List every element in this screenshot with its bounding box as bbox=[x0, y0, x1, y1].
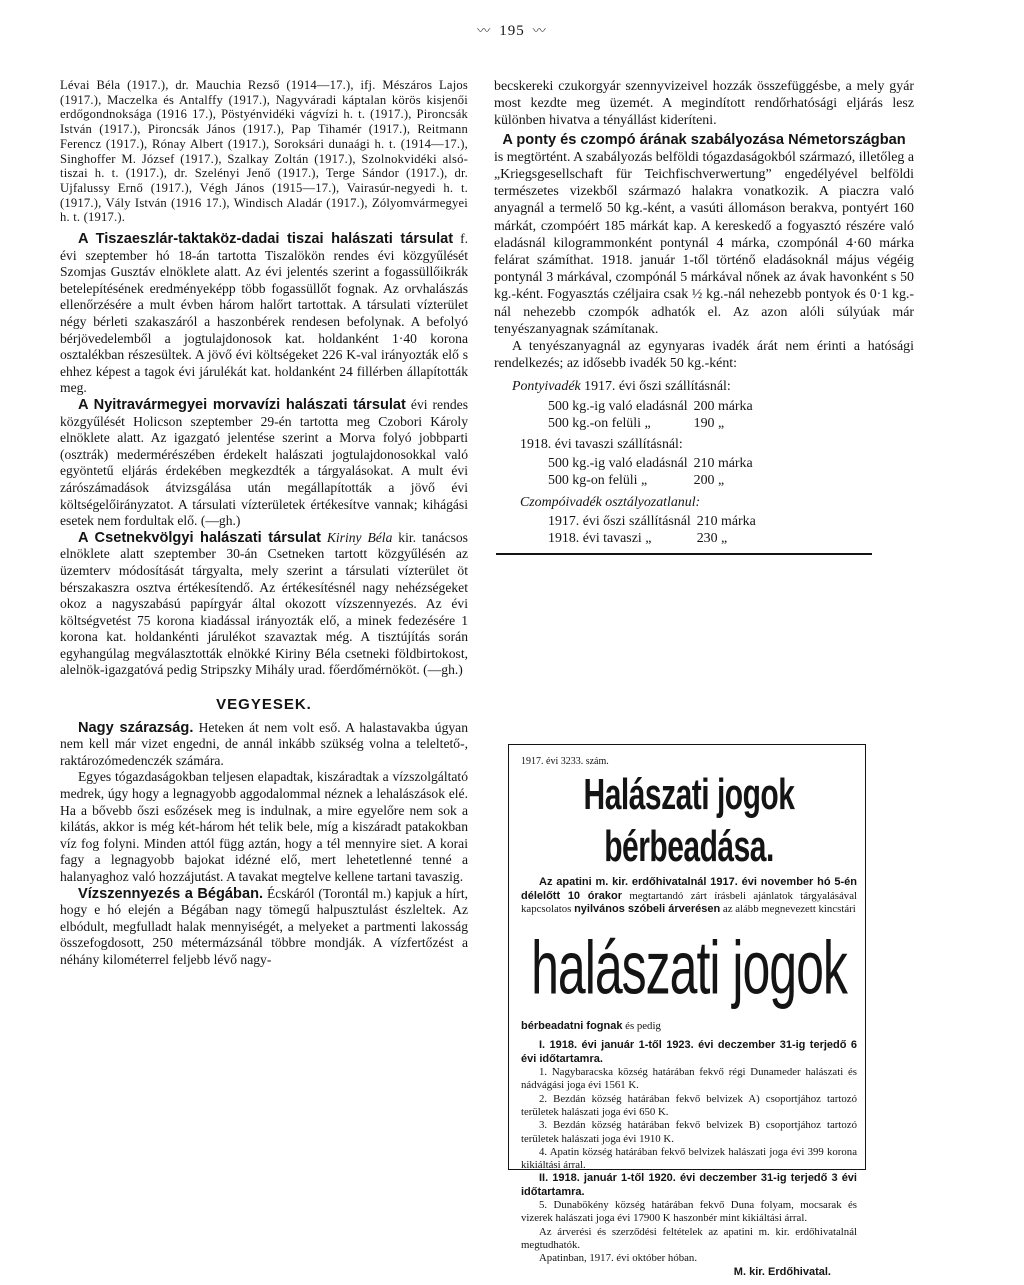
section-title: A Tiszaeszlár-taktaköz-dadai tiszai halászati társulat bbox=[78, 231, 454, 248]
member-list: Lévai Béla (1917.), dr. Mauchia Rezső (1914—17.), ifj. Mészáros Lajos (1917.), Maczelka és Antalffy (1917.), Nagyváradi káptalan körös kisjenői erdőgondnoksága (1916 17.), Pöstyénvidéki vágvízi h. t. (1917.), Pironcsák István (1917.), Pironcsák János (1917.), Pap Tihamér (1917.), Reitmann Ferencz (1917.), Rónay Albert (1917.), Soroksári dunaági h. t. (1914—17.), Singhoffer M. József (1917.), Szalkay Zoltán (1917.), Szolnokvidéki alsó-tiszai h. t. (1917.), dr. Szelényi Jenő (1917.), Terge Sándor (1917.), dr. Ujfalussy Ernő (1917.), Végh János (1915—17.), Vairasúr-negyedi h. t. (1917.), Vály István (1916 17.), Windisch Aladár (1917.), Zólyomvármegyei h. t. (1917.). bbox=[60, 78, 468, 225]
table-cell: 230 „ bbox=[696, 531, 728, 547]
vegyesek-heading: VEGYESEK. bbox=[216, 696, 312, 714]
table-cell: 200 „ bbox=[693, 473, 725, 489]
ad-note: Az árverési és szerződési feltételek az apatini m. kir. erdőhivatalnál megtudhatók. bbox=[521, 1225, 857, 1251]
section-nyitra bbox=[60, 397, 468, 530]
news-body: Heteken át nem volt eső. A halastavakba úgyan nem kell már vizet engedni, de annál inkább szükség volna a teleltető-, raktározómedenczék számára. bbox=[60, 719, 468, 768]
table-cell: 1918. évi tavaszi „ bbox=[548, 531, 652, 547]
bega-continued: becskereki czukorgyár szennyvizeivel hozzák összefüggésbe, a mely gyár most kezdte meg üzemét. A megindított rendőrhatósági eljárás lesz különben hivatva a tényállást kideríteni. bbox=[494, 79, 914, 129]
right-ornament: 〰 bbox=[532, 23, 547, 38]
ad-item: 2. Bezdán község határában fekvő belvizek A) csoportjához tartozó területek halászati joga évi 650 K. bbox=[521, 1092, 857, 1118]
price-table-3 bbox=[548, 513, 762, 547]
signature: (—gh.) bbox=[423, 662, 463, 678]
ad-item: 3. Bezdán község határában fekvő belvizek B) csoportjához tartozó területek halászati joga évi 1910 K. bbox=[521, 1119, 857, 1145]
table-row bbox=[548, 530, 762, 547]
table-cell: 500 kg-on felüli „ bbox=[548, 473, 648, 489]
ad-item: 5. Dunabökény község határában fekvő Duna folyam, mocsarak és vizerek halászati joga évi 17900 K haszonbér mint kikiáltási árral. bbox=[521, 1199, 857, 1225]
price-paragraph: is megtörtént. A szabályozás belföldi tógazdaságokból származó, illetőleg a „Kriegsgesellschaft für Teichfischverwertung” engedélyével belföldi természetes vizekből származó halakra vonatkozik. A piaczra való anyagnál a termelő 50 kg.-ként, a vasúti állomáson berakva, pontyért 160 márkát, czompóért 185 márkát kap. A kereskedő a fogyasztó részére való eladásnál kilogrammonként pontynál 4 márka, czompónál 4·60 márka felárat számíthat. 1918. január 1-től történő eladásoknál május végéig pontynál 3 márkával, czompónál 5 márkával nőnek az ávak havonként s 50 kg.-ként. Fogyasztás czéljaira csak ½ kg.-nál nehezebb pontyok és 0·1 kg.-nál nehezebb czompók adhatók el. Az azon alóli súlyúak már tenyészanyagnak számítanak. bbox=[494, 149, 914, 337]
tavasz-line: 1918. évi tavaszi szállításnál: bbox=[520, 437, 683, 453]
left-ornament: 〰 bbox=[477, 23, 492, 38]
pontyivadek-label: Pontyivadék bbox=[512, 379, 581, 395]
table-row bbox=[548, 472, 759, 489]
price-heading-text: A ponty és czompó árának szabályozása Németországban bbox=[502, 131, 906, 148]
ad-big-title: halászati jogok bbox=[531, 926, 847, 1011]
table-cell: 210 márka bbox=[693, 456, 753, 472]
section-tiszaeszlar bbox=[60, 231, 468, 397]
pontyivadek-rest: 1917. évi őszi szállításnál: bbox=[584, 379, 731, 395]
ad-signature: M. kir. Erdőhivatal. bbox=[733, 1265, 831, 1278]
ad-headline: Halászati jogok bérbeadása. bbox=[583, 771, 795, 872]
table-cell: 1917. évi őszi szállításnál bbox=[548, 513, 691, 529]
news-title: Nagy szárazság. bbox=[78, 719, 194, 736]
ad-intro-text: megtartandó zárt írásbeli ajánlatok tárgyalásával kapcsolatos bbox=[521, 889, 857, 915]
table-row bbox=[548, 398, 759, 415]
ad-intro-text: az alább megnevezett kincstári bbox=[722, 902, 856, 915]
ad-intro bbox=[521, 876, 857, 916]
section-body: kir. tanácsos elnöklete alatt szeptember 30-án Csetneken tartott közgyűlésén az üzemterv módosítását tárgyalta, mely szerint a társulati vízterület öt bérszakaszra osztva értékesítendő. Az értékesítésnél nagy nehézségeket okoz a nagyszabású papírgyár által okozott vízszennyezés. Az évi költségvetést 75 korona kiadással irányozták elő, a minek fedezésére 1 korona kat. holdankénti járulékot szavaztak még. A tisztújítás során egyhangúlag megválasztották elnökké Kiriny Béla csetneki földbirtokost, alelnök-igazgatóvá pedig Stripszky Mihály urad. főerdőmérnököt. bbox=[60, 529, 468, 678]
table-row bbox=[548, 415, 759, 432]
table-cell: 500 kg.-ig való eladásnál bbox=[548, 398, 688, 414]
section-title: A Nyitravármegyei morvavízi halászati társulat bbox=[78, 396, 406, 413]
news-bega bbox=[60, 886, 468, 969]
section-body: évi rendes közgyűlését Holicson szeptember 29-én tartotta meg Czobori Károly elnöklete alatt. Az igazgató jelentése szerint a Morva folyó jobbparti (osztrák) medermérészében érdekelt halászati jogtulajdonosokkal való egyöntetű eljárás érdekében megkezdték a tárgyalásokat. A mult évi zárószámadások átvizsgálása után megállapították a jövő évi költségelőirányzatot. A társulati vízterületek értékesítve vannak; kihágási esetek nem fordultak elő. bbox=[60, 396, 469, 529]
news-drought bbox=[60, 720, 468, 770]
section-csetnek bbox=[60, 530, 468, 679]
table-cell: 190 „ bbox=[693, 415, 725, 431]
breeding-paragraph: A tenyészanyagnál az egynyaras ivadék árát nem érinti a hatósági rendelkezés; az idősebb ivadék 50 kg.-ként: bbox=[494, 339, 914, 372]
czompo-line bbox=[520, 494, 914, 511]
section-title-name: Kiriny Béla bbox=[326, 529, 393, 545]
ad-section-1: I. 1918. évi január 1-től 1923. évi deczember 31-ig terjedő 6 évi időtartamra. bbox=[521, 1039, 857, 1065]
divider bbox=[496, 553, 872, 555]
ad-section-2: II. 1918. január 1-től 1920. évi deczember 31-ig terjedő 3 évi időtartamra. bbox=[521, 1172, 857, 1198]
page-number-text: 195 bbox=[499, 23, 525, 39]
ad-item: 4. Apatin község határában fekvő belvizek halászati joga évi 399 korona kikiáltási árral. bbox=[521, 1145, 857, 1172]
section-title: A Csetnekvölgyi halászati társulat bbox=[78, 529, 321, 546]
ad-intro-bold: Az apatini m. kir. erdőhivatalnál 1917. évi november hó 5-én délelőtt 10 órakor bbox=[521, 876, 857, 902]
news-drought-cont: Egyes tógazdaságokban teljesen elapadtak, kiszáradtak a vízszolgáltató medrek, úgy hogy a legnagyobb aggodalommal néznek a lehalászások elé. Ha a bővebb őszi esőzések meg is indulnak, a mire egyelőre nem sok a kilátás, akkor is még két-három hét telik bele, míg a kiszáradt patakokban víz fog folyni. Minden attól függ aztán, hogy a tél mennyire siet. A korai fagy a legnagyobb bajokat idézné elő, mert lehetetlenné tenné a halanyaghoz való hozzájutást. A tavakat megtelve kellene tartani tavaszig. bbox=[60, 769, 468, 884]
table-row bbox=[548, 455, 759, 472]
table-cell: 210 márka bbox=[696, 513, 756, 529]
advertisement-box bbox=[508, 744, 866, 1278]
left-column bbox=[60, 78, 468, 969]
table-cell: 200 márka bbox=[693, 398, 753, 414]
news-body: Écskáról (Torontál m.) kapjuk a hírt, hogy e hó elején a Bégában nagy tömegű halpusztulást észleltek. Az elbódult, megfulladt halak mennyiségét, a melyeket a partmenti lakosság összefogdosott, 250 métermázsánál többre mondják. A vízfertőzést a néhány kilométerrel feljebb lévő nagy- bbox=[60, 885, 469, 967]
price-table-2 bbox=[548, 455, 759, 489]
right-column bbox=[494, 78, 914, 555]
section-body: f. évi szeptember hó 18-án tartotta Tiszalökön rendes évi közgyűlését Szomjas Gusztáv elnöklete alatt. Az évi jelentés szerint a fogassüllőikrák betelepítésének eredményeképp több fogassüllőt fognak. Az orvhalászás ellenőrzésére a mult évben három halőrt tartottak. A társulati vízterület négy bérleti szakaszáról a haszonbérek rendesen befolynak. A befolyó bérjövedelemből a jogtulajdonosok kat. holdanként 1·40 korona osztalékban részesültek. A jövő évi költségeket 226 K-val irányozták elő s ehhez képest a tagok évi járulékát kat. holdanként 24 fillérben állapították meg. bbox=[60, 231, 468, 396]
ad-intro-bold: nyilvános szóbeli árverésen bbox=[574, 902, 721, 915]
news-title: Vízszennyezés a Bégában. bbox=[78, 885, 264, 902]
ad-item: 1. Nagybaracska község határában fekvő régi Dunameder halászati és nádvágási joga évi 1561 K. bbox=[521, 1066, 857, 1092]
ad-sub-text: és pedig bbox=[625, 1020, 661, 1033]
table-row bbox=[548, 513, 762, 530]
pontyivadek-line bbox=[494, 378, 914, 395]
ad-reference: 1917. évi 3233. szám. bbox=[521, 756, 609, 767]
ad-subline bbox=[521, 1020, 857, 1033]
czompo-label: Czompóivadék osztályozatlanul: bbox=[520, 494, 701, 510]
price-heading bbox=[494, 132, 914, 149]
signature: (—gh.) bbox=[200, 513, 241, 529]
ad-sub-bold: bérbeadatni fognak bbox=[521, 1020, 623, 1033]
price-table-1 bbox=[548, 398, 759, 432]
page-number bbox=[0, 20, 1024, 40]
table-cell: 500 kg.-on felüli „ bbox=[548, 415, 651, 431]
ad-date: Apatinban, 1917. évi október hóban. bbox=[539, 1252, 698, 1265]
table-cell: 500 kg.-ig való eladásnál bbox=[548, 456, 688, 472]
